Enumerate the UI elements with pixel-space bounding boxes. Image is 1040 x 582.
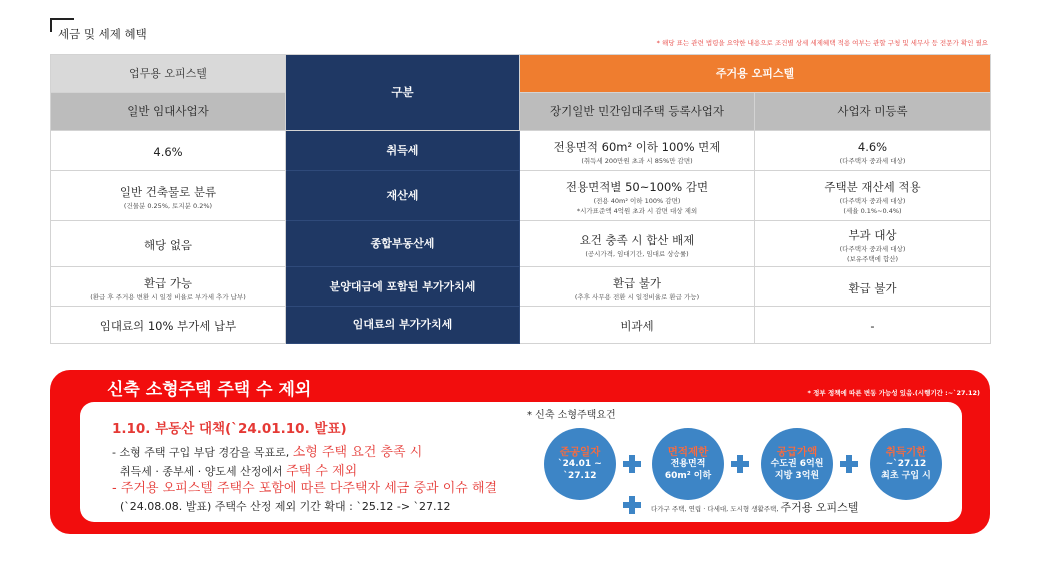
cell-main-text: 일반 건축물로 분류 xyxy=(119,184,217,199)
cell-business xyxy=(51,221,286,267)
cell-sub-text: (추후 사무용 전환 시 일정비율로 환급 가능) xyxy=(574,292,700,301)
cell-business xyxy=(51,171,286,221)
cell-sub-text: (세율 0.1%~0.4%) xyxy=(843,206,902,215)
cell-business xyxy=(51,267,286,307)
requirement-supply-price xyxy=(761,428,833,500)
cell-sub-text: (건물분 0.25%, 토지분 0.2%) xyxy=(123,201,213,210)
requirement-line: `27.12 xyxy=(563,470,597,481)
policy-line-1-highlight: 소형 주택 요건 충족 시 xyxy=(292,445,423,460)
requirement-line: 지방 3억원 xyxy=(774,470,820,481)
requirement-title: 취득기한 xyxy=(885,446,927,459)
cell-registered xyxy=(520,307,755,344)
requirement-acquisition-deadline xyxy=(870,428,942,500)
requirement-line: 전용면적 xyxy=(670,459,706,470)
cell-sub-text: (취득세 200만원 초과 시 85%만 감면) xyxy=(581,156,693,165)
header-registered-lessor: 장기일반 민간임대주택 등록사업자 xyxy=(520,93,755,131)
tax-comparison-table xyxy=(50,54,991,344)
header-residential-officetel: 주거용 오피스텔 xyxy=(520,55,991,93)
cell-main-text: - xyxy=(870,319,875,333)
banner-note: * 정부 정책에 따른 변동 가능성 있음.(시행기간 :~`27.12) xyxy=(807,389,980,397)
eligible-housing-officetel: 주거용 오피스텔 xyxy=(780,501,859,514)
plus-icon xyxy=(623,496,641,514)
cell-main-text: 환급 불가 xyxy=(612,275,662,290)
cell-unregistered xyxy=(755,171,991,221)
policy-line-1-text: - 소형 주택 구입 부담 경감을 목표로, xyxy=(112,446,293,459)
policy-title: 1.10. 부동산 대책(`24.01.10. 발표) xyxy=(112,421,347,437)
cell-sub-text: (다주택자 중과세 대상) xyxy=(839,245,906,254)
policy-line-4: (`24.08.08. 발표) 주택수 산정 제외 기간 확대 : `25.12 -> `27.12 xyxy=(120,500,451,513)
cell-main-text: 환급 가능 xyxy=(143,275,193,290)
requirement-title: 면적제한 xyxy=(667,446,709,459)
cell-unregistered xyxy=(755,307,991,344)
section-title: 세금 및 세제 혜택 xyxy=(58,27,147,41)
policy-line-2-text: 취득세 · 종부세 · 양도세 산정에서 xyxy=(120,465,287,478)
eligible-housing-types xyxy=(651,499,858,515)
table-row xyxy=(51,221,991,267)
header-business-officetel: 업무용 오피스텔 xyxy=(51,55,286,93)
requirement-line: 수도권 6억원 xyxy=(770,459,824,470)
header-category: 구분 xyxy=(286,55,520,131)
plus-icon xyxy=(623,455,641,473)
requirement-line: 60m² 이하 xyxy=(664,470,712,481)
header-general-lessor: 일반 임대사업자 xyxy=(51,93,286,131)
requirement-line: `24.01 ~ xyxy=(558,459,602,470)
table-row xyxy=(51,171,991,221)
cell-sub-text: (환급 후 주거용 변환 시 일정 비율로 부가세 추가 납부) xyxy=(90,292,246,301)
disclaimer-note: * 해당 표는 관련 법령을 요약한 내용으로 조건별 상세 세제혜택 적용 여부는 관할 구청 및 세무사 등 전문가 확인 필요 xyxy=(656,39,988,47)
banner-title: 신축 소형주택 주택 수 제외 xyxy=(107,380,312,400)
cell-main-text: 비과세 xyxy=(620,319,654,333)
cell-main-text: 해당 없음 xyxy=(143,237,193,252)
requirement-line: 최초 구입 시 xyxy=(881,470,931,481)
cell-unregistered xyxy=(755,131,991,171)
policy-line-2-highlight: 주택 수 제외 xyxy=(286,464,358,479)
row-label-comprehensive-tax: 종합부동산세 xyxy=(286,221,520,267)
cell-main-text: 4.6% xyxy=(153,144,183,159)
row-label-vat-in-price: 분양대금에 포함된 부가가치세 xyxy=(286,267,520,307)
cell-registered xyxy=(520,267,755,307)
table-subheader-row xyxy=(51,93,991,131)
cell-main-text: 주택분 재산세 적용 xyxy=(824,180,921,195)
eligible-housing-list: 다가구 주택, 연립 · 다세대, 도시형 생활주택, xyxy=(651,505,781,513)
cell-main-text: 임대료의 10% 부가세 납부 xyxy=(99,319,237,333)
cell-sub-text: (다주택자 중과세 대상) xyxy=(839,156,906,165)
plus-icon xyxy=(731,455,749,473)
cell-registered xyxy=(520,221,755,267)
cell-main-text: 부과 대상 xyxy=(848,228,897,243)
row-label-property-tax: 재산세 xyxy=(286,171,520,221)
policy-line-1 xyxy=(112,441,422,460)
row-label-rent-vat: 임대료의 부가가치세 xyxy=(286,307,520,344)
requirement-title: 공급가액 xyxy=(776,446,818,459)
table-row xyxy=(51,307,991,344)
cell-main-text: 요건 충족 시 합산 배제 xyxy=(579,232,695,247)
plus-icon xyxy=(840,455,858,473)
cell-main-text: 환급 불가 xyxy=(848,280,897,295)
requirement-area-limit xyxy=(652,428,724,500)
cell-sub-text: (공시가격, 임대기간, 임대료 상승률) xyxy=(585,249,689,258)
requirement-completion-date xyxy=(544,428,616,500)
header-unregistered: 사업자 미등록 xyxy=(755,93,991,131)
cell-sub-text: (다주택자 중과세 대상) xyxy=(839,197,906,206)
cell-unregistered xyxy=(755,267,991,307)
cell-sub-text: (보유주택에 합산) xyxy=(846,254,899,263)
policy-line-3: - 주거용 오피스텔 주택수 포함에 따른 다주택자 세금 중과 이슈 해결 xyxy=(112,481,498,496)
cell-business xyxy=(51,307,286,344)
table-row xyxy=(51,267,991,307)
cell-registered xyxy=(520,171,755,221)
row-label-acquisition-tax: 취득세 xyxy=(286,131,520,171)
table-row xyxy=(51,131,991,171)
cell-sub-text: (전용 40m² 이하 100% 감면) xyxy=(593,197,681,206)
cell-main-text: 4.6% xyxy=(857,139,888,154)
cell-sub-text: *시가표준액 4억원 초과 시 감면 대상 제외 xyxy=(576,206,698,215)
cell-main-text: 전용면적 60m² 이하 100% 면제 xyxy=(553,139,721,154)
requirement-title: 준공일자 xyxy=(559,446,601,459)
table-header-row xyxy=(51,55,991,93)
cell-registered xyxy=(520,131,755,171)
cell-unregistered xyxy=(755,221,991,267)
cell-main-text: 전용면적별 50~100% 감면 xyxy=(565,180,709,195)
cell-business xyxy=(51,131,286,171)
requirement-line: ~`27.12 xyxy=(885,459,927,470)
requirements-label: * 신축 소형주택요건 xyxy=(527,410,616,421)
